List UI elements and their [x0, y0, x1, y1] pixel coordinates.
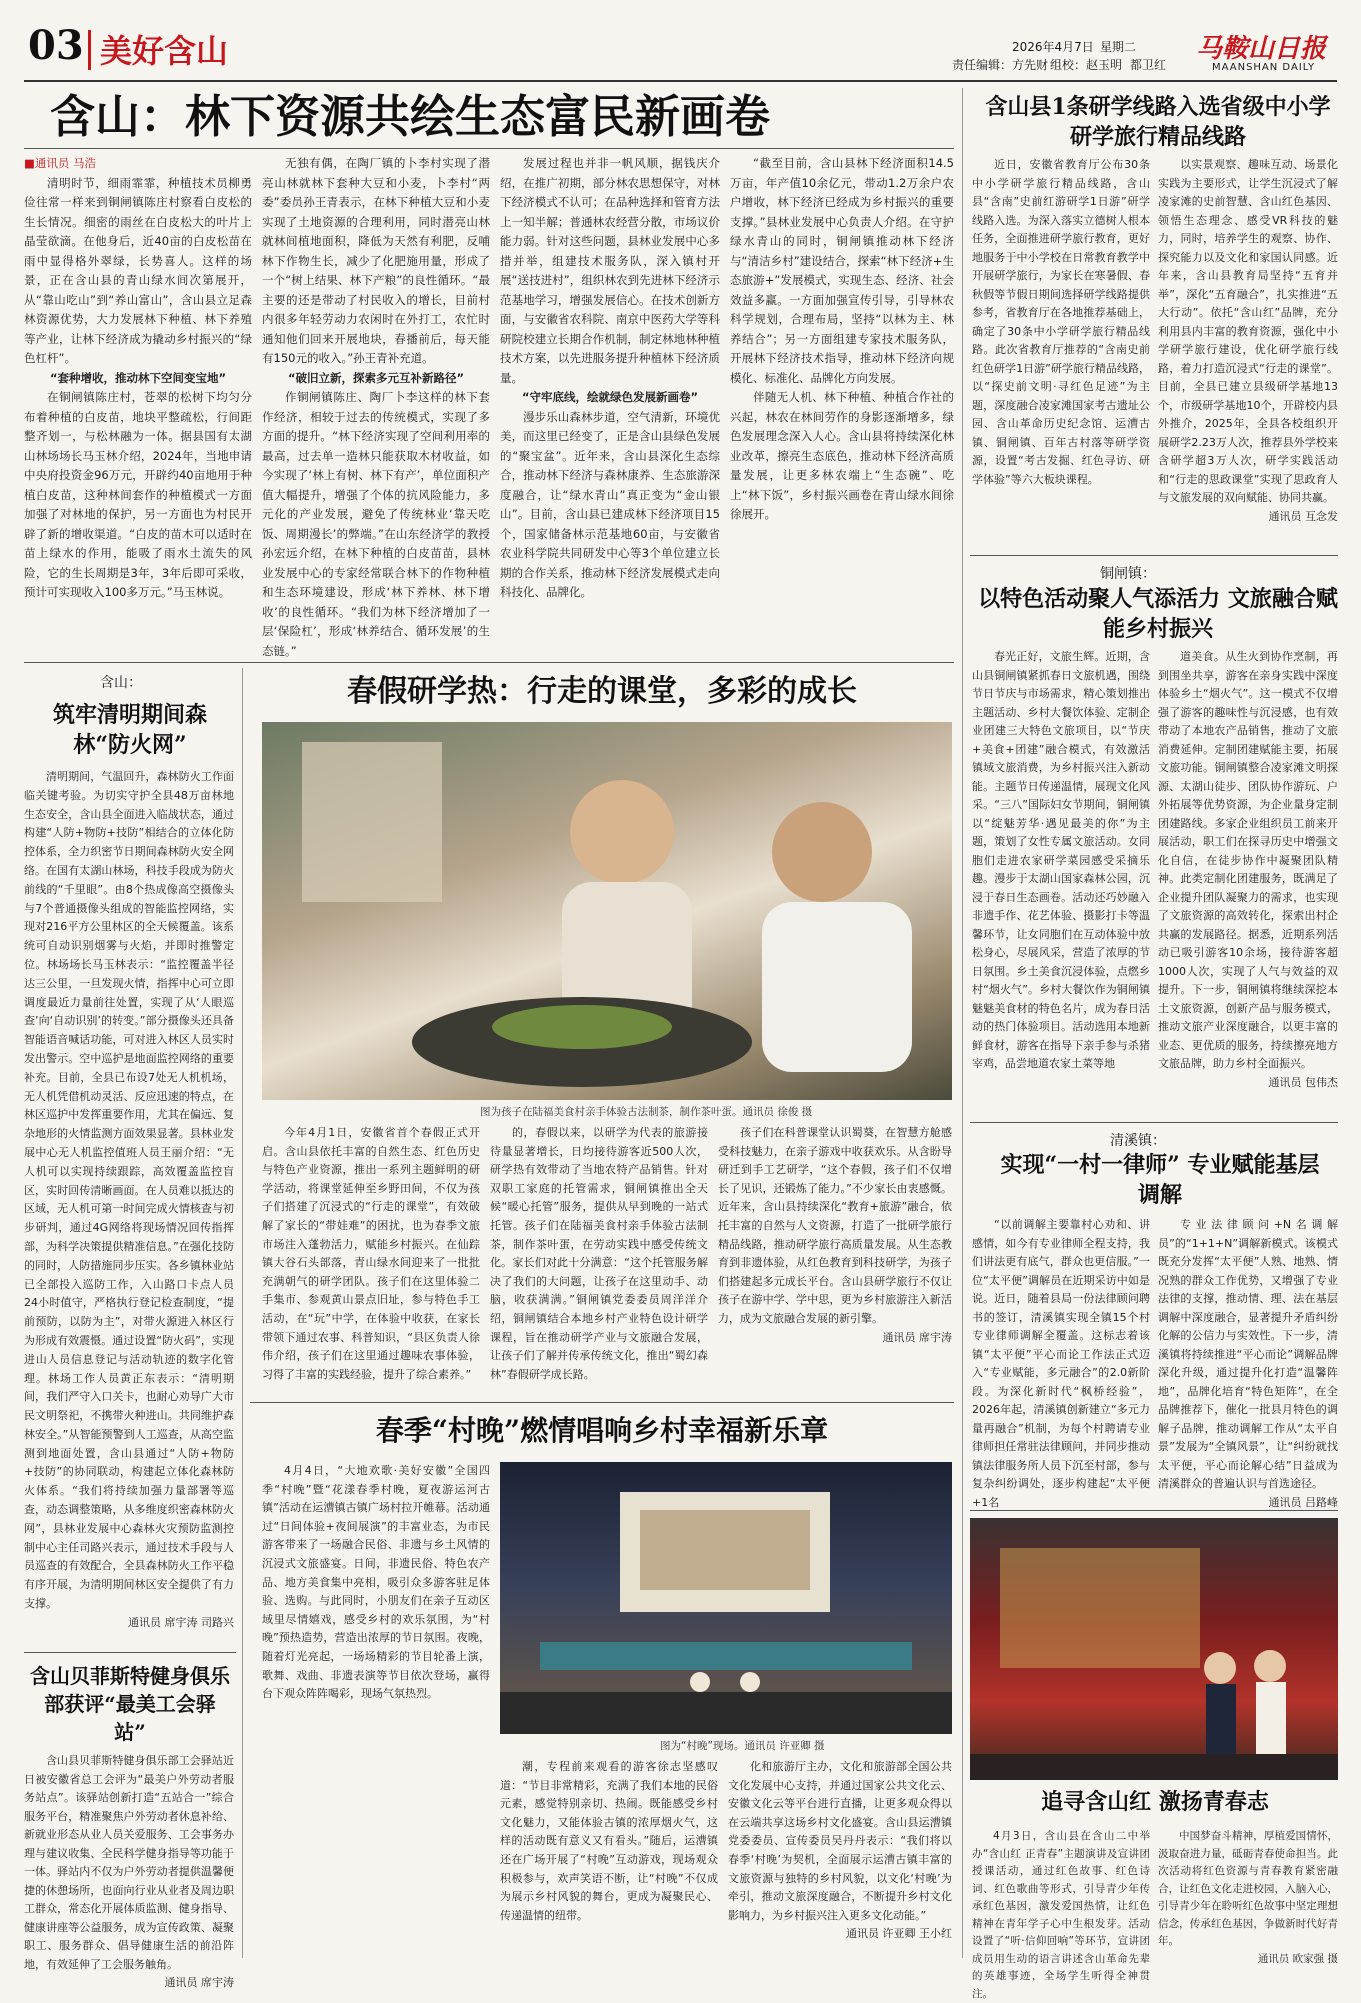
village-gala-paragraph: 化和旅游厅主办，文化和旅游部全国公共文化发展中心支持，并通过国家公共文化云、安徽文化云等平台进行直播，让更多观众得以在云端共享这场乡村文化盛宴。含山县运漕镇党委委员、宣传委员吴丹丹表示：“我们将以春季‘村晚’为契机，全面展示运漕古镇丰富的文旅资源与独特的乡村风貌，以文化‘村晚’为牵引，推动文旅深度融合，不断提升乡村文化影响力，为乡村振兴注入更多文化动能。”	[728, 1760, 952, 1922]
qingxi-column-2	[1158, 1216, 1338, 1509]
spring-study-paragraph: 今年4月1日，安徽省首个春假正式开启。含山县依托丰富的自然生态、红色历史与特色产业资源，推出一系列主题鲜明的研学活动，将课堂延伸至乡野田间，不仅为孩子们搭建了沉浸式的“行走的课堂”，有效破解了家长的“带娃难”的困扰，也为春季文旅市场注入蓬勃活力，赋能乡村振兴。在仙踪镇大谷石头部落，青山绿水间迎来了一批批充满朝气的研学团队。孩子们在这里体验二手集市、参观黄山景点旧址，参与特色手工活动，在“玩”中学，在体验中收获，在家长带领下通过农事、科普知识，“县区负责人徐伟介绍，孩子们在这里通过趣味农事体验，习得了丰富的实践经验，提升了综合素养。”	[262, 1126, 480, 1381]
tongzha-paragraph: 道美食。从生火到协作烹制，再到围坐共享，游客在亲身实践中深度体验乡土“烟火气”。这一模式不仅增强了游客的趣味性与沉浸感，也有效带动了本地农产品销售，推动了文旅消费延伸。定制团建赋能主要，拓展文旅功能。铜闸镇整合凌家滩文明探源、太湖山徒步、团队协作游玩、户外拓展等优势资源，为企业量身定制团建路线。多家企业组织员工前来开展活动，职工们在探寻历史中增强文化自信，在徒步协作中凝聚团队精神。此类定制化团建服务，既满足了企业提升团队凝聚力的需求，也实现了文旅资源的高效转化，探索出村企共赢的发展路径。据悉，近期系列活动已吸引游客10余场，接待游客超1000人次，实现了人气与效益的双提升。下一步，铜闸镇将继续深挖本土文旅资源，创新产品与服务模式，推动文旅产业深度融合，以更丰富的业态、更优质的服务，持续擦亮地方文旅品牌，助力乡村全面振兴。	[1158, 650, 1338, 1070]
spring-study-caption: 图为孩子在陆福美食村亲手体验古法制茶，制作茶叶蛋。通讯员 徐俊 摄	[480, 1106, 813, 1118]
spring-study-photo	[262, 722, 952, 1100]
spring-study-column-2	[490, 1124, 708, 1394]
qingxi-kicker: 清溪镇：	[1110, 1133, 1166, 1149]
tongzha-column-1	[972, 648, 1150, 1118]
qingxi-paragraph: 专业法律顾问+N名调解员”的“1+1+N”调解新模式。该模式既充分发挥“太平便”人熟、地熟、情况熟的群众工作优势，又增强了专业法律的支撑，推动情、理、法在基层调解中深度融合，显著提升矛盾纠纷化解的公信力与实效性。下一步，清溪镇将持续推进“平心而论”调解品牌深化升级，通过提升化打造“温馨阵地”，品牌化培育“特色矩阵”，在全品牌推荐下，催化一批县月特色的调解子品牌，推动调解工作从“太平自景”发展为“全镇风景”，让“纠纷就找太平便，平心而论解心结”日益成为清溪群众的普遍认识与首选途径。	[1158, 1218, 1338, 1490]
research-route-paragraph: 近日，安徽省教育厅公布30条中小学研学旅行精品线路，含山县“含南”史前红游研学1日游”研学线路入选。为深入落实立德树人根本任务，全面推进研学旅行教育，更好地服务于中小学校在日常教育教学中开展研学旅行，为家长在寒暑假、春秋假等节假日期间选择研学线路提供参考，省教育厅在各地推荐基础上，确定了30条中小学研学旅行精品线路。此次省教育厅推荐的“含南史前红色研学1日游”研学旅行精品线路，以“探史前文明·寻红色足迹”为主题，深度融合凌家滩国家考古遗址公园、含山革命历史纪念馆、运漕古镇、铜闸镇、百年古村落等研学资源，设置“考古发掘、红色寻访、研学体验”等六大板块课程。	[972, 158, 1150, 486]
section-rule	[970, 1122, 1338, 1123]
column-divider	[962, 88, 963, 1958]
lead-column-2	[262, 154, 490, 658]
spring-study-credit: 通讯员 席宇涛	[882, 1330, 952, 1344]
lead-subhead: “破旧立新，探索多元互补新路径”	[287, 370, 465, 385]
union-credit: 通讯员 席宇涛	[164, 1976, 234, 1989]
column-divider	[242, 668, 243, 1958]
red-youth-column-1	[972, 1828, 1150, 2000]
stage-illustration	[500, 1462, 952, 1734]
layout-credit: 组校：赵玉明	[1050, 58, 1123, 72]
village-gala-column-3	[728, 1758, 952, 1954]
fire-credit: 通讯员 席宇涛 司路兴	[128, 1615, 234, 1629]
page-number-divider	[88, 30, 91, 70]
red-youth-paragraph: 中国梦奋斗精神，厚植爱国情怀，汲取奋进力量，砥砺青春使命担当。此次活动将红色资源与青春教育紧密融合，让红色文化走进校园，入脑入心，引导青少年在聆听红色故事中坚定理想信念，传承红色基因，争做新时代好青年。	[1158, 1830, 1338, 1947]
red-youth-paragraph: 4月3日，含山县在含山二中举办“含山红 正青春”主题演讲及宣讲团授课活动，通过红色故事、红色诗词、红色歌曲等形式，引导青少年传承红色基因，激发爱国热情，让红色精神在青年学子心中生根发芽。活动设置了“听·信仰回响”等环节，宣讲团成员用生动的语言讲述含山革命先辈的英雄事迹，全场学生听得全神贯注。	[972, 1830, 1150, 2000]
tongzha-paragraph: 春光正好，文旅生辉。近期，含山县铜闸镇紧抓春日文旅机遇，围绕节日节庆与市场需求，精心策划推出主题活动、乡村大餐饮体验、定制企业团建三大特色文旅项目，以“节庆+美食+团建”融合模式，有效激活镇域文旅消费，为乡村振兴注入新动能。主题节日传递温情，展现文化风采。“三八”国际妇女节期间，铜闸镇以“绽魅芳华·遇见最美的你”为主题，策划了女性专属文旅活动。女同胞们走进农家研学菜园感受采摘乐趣。漫步于太湖山国家森林公园，沉浸于春日生态画卷。活动还巧妙融入非遗手作、花艺体验、摄影打卡等温馨环节，让女同胞们在互动体验中放松身心，尽展风采，营造了浓厚的节日氛围。乡土美食沉浸体验，点燃乡村“烟火气”。乡村大餐饮作为铜闸镇魅魅美食材的特色名片，成为春日活动的热门体验项目。活动选用本地新鲜食材，游客在指导下亲手参与杀猪宰鸡，品尝地道农家土菜等地	[972, 650, 1150, 1070]
issue-date: 2026年4月7日	[1012, 40, 1094, 54]
lead-paragraph: 无独有偶，在陶厂镇的卜李村实现了潜亮山林就林下套种大豆和小麦，卜李村“两委”委员孙王青表示，在林下种植大豆和小麦实现了土地资源的合理利用，同时潜亮山林就林间植地面积，降低为天然有利肥，反哺林下作物生长，减少了化肥施用量，形成了一个“树上结果、林下产粮”的良性循环。“最主要的还是带动了村民收入的增长，目前村内很多年轻劳动力农闲时在外打工，农忙时通知他们回来开展地块，春播前后，每天能有150元的收入。”孙王青补充道。	[262, 156, 490, 365]
proof-credit: 都卫红	[1130, 58, 1167, 72]
spring-study-column-3	[718, 1124, 952, 1394]
village-gala-column-2	[500, 1758, 718, 1954]
research-route-column-2	[1158, 156, 1338, 551]
lead-paragraph: 发展过程也并非一帆风顺，据钱庆介绍，在推广初期，部分林农思想保守，对林下经济模式不认可；在品种选择和管育方法上一知半解；普通林农经营分散，市场议价能力弱。针对这些问题，县林业发展中心多措并举，组建技术服务队，深入镇村开展“送技进村”，组织林农到先进林下经济示范基地学习，增强发展信心。在技术创新方面，与安徽省农科院、南京中医药大学等科研院校建立长期合作机制，制定林地林种植技术方案，以先进服务提升种植林下经济质量。	[500, 156, 720, 385]
village-gala-paragraph: 4月4日，“大地欢歌·美好安徽”全国四季“村晚”暨“花漾春季村晚，夏夜游运河古镇”活动在运漕镇古镇广场村拉开帷幕。活动通过“日间体验+夜间展演”的丰富业态，为市民游客带来了一场融合民俗、非遗与乡土风情的沉浸式文旅盛宴。日间，非遗民俗、特色农产品、地方美食集中亮相，吸引众多游客驻足体验、选购。与此同时，小朋友们在亲子互动区域里尽情嬉戏，感受乡村的欢乐氛围，为“村晚”预热造势，营造出浓厚的节日氛围。夜晚，随着灯光亮起，一场场精彩的节目轮番上演，歌舞、戏曲、非遗表演等节目依次登场，赢得台下观众阵阵喝彩，现场气氛热烈。	[262, 1464, 490, 1701]
lead-paragraph: 在铜闸镇陈庄村，苍翠的松树下均匀分布着种植的白皮苗，地块平整疏松，行间距整齐划一，与松林融为一体。据县国有太湖山林场场长马玉林介绍，2024年，当地申请中央府投资金96万元，开辟约40亩地用于种植白皮苗，这种林间套作的种植模式一方面加强了对林地的保护，另一方面也为村民开辟了新的增收渠道。“白皮的苗木可以适时在苗上绿水的作用，能吸了雨水土流失的风险，它的生长周期是3年，3年后即可采收，预计可实现收入100多万元。”马玉林说。	[24, 390, 252, 599]
fire-headline: 筑牢清明期间森林“防火网”	[52, 702, 207, 758]
tongzha-column-2	[1158, 648, 1338, 1118]
lead-paragraph: 清明时节，细雨霏霏，种植技术员柳勇俭往常一样来到铜闸镇陈庄村察看白皮松的生长情况。细密的雨丝在白皮松大的叶片上晶莹欲滴。在他身后，近40亩的白皮松苗在雨中显得格外翠绿，长势喜人。这样的场景，正在含山县的青山绿水间次第展开，从“靠山吃山”到“养山富山”，含山县立足森林资源优势，大力发展林下种植、林下养殖等产业，让林下经济成为撬动乡村振兴的“绿色杠杆”。	[24, 175, 252, 365]
section-rule	[24, 1652, 236, 1653]
spring-study-paragraph: 孩子们在科普课堂认识蜀葵，在智慧方舱感受科技魅力，在亲子游戏中收获欢乐。从含盼导研迁到手工艺研学，“这个春假，孩子们不仅增长了见识，还锻炼了能力。”不少家长由衷感慨。近年来，含山县持续深化“教育+旅游”融合，依托丰富的自然与人文资源，打造了一批研学旅行精品线路，推动研学旅行高质量发展。从生态教育到非遗体验，从红色教育到科技研学，为孩子们搭建起多元成长平台。含山县研学旅行不仅让孩子在游中学、学中思，更为乡村旅游注入新活力，成为文旅融合发展的新引擎。	[718, 1126, 952, 1325]
village-gala-headline: 春季“村晚”燃情唱响乡村幸福新乐章	[375, 1414, 829, 1447]
fire-kicker: 含山：	[100, 675, 142, 691]
editor-credit: 责任编辑：方先财	[952, 58, 1049, 72]
lead-column-1	[24, 154, 252, 654]
village-gala-credit: 通讯员 许亚卿 王小红	[846, 1927, 952, 1941]
tongzha-credit: 通讯员 包伟杰	[1268, 1075, 1338, 1089]
lead-subhead: “套种增收，推动林下空间变宝地”	[49, 370, 227, 385]
lead-subhead: “守牢底线，绘就绿色发展新画卷”	[521, 390, 699, 404]
spring-study-column-1	[262, 1124, 480, 1394]
tongzha-kicker: 铜闸镇：	[1100, 566, 1156, 582]
village-gala-column-1	[262, 1462, 490, 1954]
red-youth-column-2	[1158, 1828, 1338, 1965]
lead-paragraph: 作铜闸镇陈庄、陶厂卜李这样的林下套作经济，相较于过去的传统模式，实现了多方面的提升。“林下经济实现了空间利用率的最高，过去单一造林只能获取木材收益，如今实现了‘林上有树、林下有产’，单位面积产值大幅提升，增强了个体的抗风险能力，多元化的产业发展，避免了传统林业‘靠天吃饭、周期漫长’的弊端。”在山东经济学的教授孙宏远介绍，在林下种植的白皮苗苗，县林业发展中心的专家经常联合林下的作物种植和生态环境建设，形成‘林下养林、林下增收’的良性循环。“我们为林下经济增加了一层‘保险杠’，形成‘林养结合、循环发展’的生态链。”	[262, 390, 490, 658]
weekday: 星期二	[1100, 40, 1137, 54]
qingxi-headline: 实现“一村一律师” 专业赋能基层调解	[1000, 1152, 1320, 1208]
red-youth-photo	[970, 1518, 1338, 1780]
section-rule	[970, 555, 1338, 556]
lead-headline-rule	[24, 148, 954, 149]
research-route-column-1	[972, 156, 1150, 551]
research-route-credit: 通讯员 互念发	[1268, 509, 1338, 523]
lead-column-4	[730, 154, 954, 654]
lead-paragraph: 漫步乐山森林步道，空气清新，环境优美，而这里已经变了，正是含山县绿色发展的“聚宝盆”。近年来，含山县深化生态综合，推动林下经济与森林康养、生态旅游深度融合，让“绿水青山”真正变为“金山银山”。目前，含山县已建成林下经济项目15个，国家储备林示范基地60亩，与安徽省农业科学院共同研发中心等3个单位建立长期的合作关系，推动林下经济发展模式走向科技化、品牌化。	[500, 409, 720, 599]
paper-logo-en: MAANSHAN DAILY	[1212, 62, 1316, 73]
spring-study-headline: 春假研学热：行走的课堂，多彩的成长	[347, 674, 857, 709]
lead-byline: ■通讯员 马浩	[24, 156, 97, 170]
photo-illustration	[262, 722, 952, 1100]
research-route-headline: 含山县1条研学线路入选省级中小学研学旅行精品线路	[985, 94, 1331, 150]
union-column	[24, 1752, 234, 1989]
qingxi-paragraph: “以前调解主要靠村心劝和、讲感情，如今有专业律师全程支持，我们讲法更有底气，群众也更信服。”一位“太平便”调解员在近期采访中如是说。近日，随着县局一份法律顾问聘书的签订，清溪镇实现全镇15个村专业律师调解全覆盖。这标志着该镇“太平便”平心而论工作法正式迈入“专业赋能，多元融合”的2.0新阶段。为深化新时代“枫桥经验”，2026年起，清溪镇创新建立“多元力量再融合”机制，为每个村聘请专业律师担任常驻法律顾问，并同步推动镇法律服务所人员下沉至村部，参与复杂纠纷调处，逐步构建起“太平便+1名	[972, 1218, 1150, 1509]
section-rule	[24, 662, 954, 663]
red-youth-credit: 通讯员 欧家强 摄	[1257, 1952, 1338, 1965]
page-number: 03	[28, 22, 84, 69]
spring-study-paragraph: 的，春假以来，以研学为代表的旅游接待量显著增长，日均接待游客近500人次，研学热有效带动了当地农特产品销售。针对双职工家庭的托管需求，铜闸镇推出全天候“暖心托管”服务，提供从早到晚的一站式托管。孩子们在陆福美食村亲手体验古法制茶，制作茶叶蛋，在劳动实践中感受传统文化。家长们对此十分满意：“这个托管服务解决了我们的大问题，让孩子在这里动手、动脑，收获满满。”铜闸镇党委委员周洋洋介绍，铜闸镇结合本地乡村产业特色设计研学课程，旨在推动研学产业与文旅融合发展，让孩子们了解并传承传统文化，推出“蜀幻森林”春假研学成长路。	[490, 1126, 708, 1381]
section-rule	[970, 1510, 1338, 1511]
union-headline: 含山贝菲斯特健身俱乐部获评“最美工会驿站”	[30, 1664, 230, 1744]
fire-paragraph: 清明期间，气温回升，森林防火工作面临关键考验。为切实守护全县48万亩林地生态安全，含山县全面进入临战状态，通过构建“人防+物防+技防”相结合的立体化防控体系，全力织密节日期间森林防火安全网络。在国有太湖山林场，科技手段成为防火前线的“千里眼”。由8个热成像高空摄像头与7个普通摄像头组成的智能监控网络，实现对216平方公里林区的全天候覆盖。该系统可自动识别烟雾与火焰，并即时推警定位。林场场长马玉林表示：“监控覆盖半径达三公里，一旦发现火情，指挥中心可立即调度最近力量前往处置，实现了从‘人眼巡查’向‘自动识别’的转变。”部分摄像头还具备智能语音喊话功能，可对进入林区人员实时发出警示。空中巡护是地面监控网络的重要补充。目前，全县已布设7处无人机机场，无人机凭借机动灵活、反应迅速的特点，在林区巡护中发挥重要作用，尤其在偏远、复杂地形的火情监测方面效果显著。县林业发展中心无人机监控值班人员王丽介绍：“无人机可以实现持续跟踪，高效覆盖监控盲区，实时回传清晰画面。在人员难以抵达的区域，无人机可第一时间完成火情核查与初步研判，通过4G网络将现场情况回传指挥部，为科学决策提供精准信息。”在强化技防的同时，人防措施同步压实。各乡镇林业站已全部投入巡防工作，入山路口卡点人员24小时值守，严格执行登记检查制度，“提前预防，以防为主”，对带火源进入林区行为形成有效震慑。通过设置“防火码”，实现进山人员信息登记与活动轨迹的数字化管理。林场工作人员黄正东表示：“清明期间，我们严守入口关卡，也耐心劝导广大市民文明祭祀，不携带火种进山。共同维护森林安全。”从智能预警到人工巡查，从高空监测到地面处置，含山县通过“人防+物防+技防”的协同联动，构建起立体化森林防火体系。“我们将持续加强力量部署等巡查，动态调整策略，从多维度织密森林防火网”，县林业发展中心森林火灾预防监测控制中心主任司路兴表示，通过技术手段与人员巡查的有效配合，全县森林防火工作平稳有序开展，为清明期间林区安全提供了有力支撑。	[24, 770, 234, 1611]
masthead-rule	[24, 80, 1337, 82]
village-gala-photo	[500, 1462, 952, 1734]
qingxi-credit: 通讯员 吕路峰	[1268, 1495, 1338, 1509]
masthead	[0, 0, 1361, 80]
lead-paragraph: “截至目前，含山县林下经济面积14.5万亩，年产值10余亿元，带动1.2万余户农户增收，林下经济已经成为乡村振兴的重要支撑。”县林业发展中心负责人介绍。在守护绿水青山的同时，铜闸镇推动林下经济与“清洁乡村”建设结合，探索“林下经济+生态旅游+”发展模式，实现生态、经济、社会效益多赢。一方面加强宣传引导，引导林农科学规划，合理布局，坚持“以林为主、林养结合”；另一方面组建专家技术服务队，开展林下经济技术指导，推动林下经济向规模化、标准化、品牌化方向发展。	[730, 156, 954, 385]
lead-headline: 含山：林下资源共绘生态富民新画卷	[50, 90, 771, 143]
qingxi-column-1	[972, 1216, 1150, 1509]
village-gala-caption: 图为“村晚”现场。通讯员 许亚卿 摄	[660, 1740, 825, 1752]
fire-column	[24, 768, 234, 1648]
lead-column-3	[500, 154, 720, 654]
section-rule	[250, 1402, 954, 1403]
research-route-paragraph: 以实景观察、趣味互动、场景化实践为主要形式，让学生沉浸式了解凌家滩的史前智慧、含山红色基因、领悟生态理念、感受VR科技的魅力，同时，培养学生的观察、协作、探究能力以及文化和家国认同感。近年来，含山县教育局坚持“五育并举”，深化“五育融合”，扎实推进“五大行动”。依托“含山红”品牌，充分利用县内丰富的教育资源，强化中小学研学旅行建设，优化研学旅行线路，着力打造沉浸式“行走的课堂”。目前，全县已建立县级研学基地13个，市级研学基地10个，开辟校内县外推介，2025年，全县各校组织开展研学2.23万人次，推荐县外学校来含研学超3万人次，研学实践活动和“行走的思政课堂”实现了思政育人与文旅发展的双向赋能、协同共赢。	[1158, 158, 1338, 504]
lead-paragraph: 伴随无人机、林下种植、种植合作社的兴起，林农在林间劳作的身影逐渐增多，绿色发展理念深入人心。含山县将持续深化林业改革，擦亮生态底色，推动林下经济高质量发展，让更多林农端上“生态碗”、吃上“林下饭”，乡村振兴画卷在青山绿水间徐徐展开。	[730, 390, 954, 521]
section-name: 美好含山	[100, 32, 229, 70]
tongzha-headline: 以特色活动聚人气添活力 文旅融合赋能乡村振兴	[978, 586, 1338, 642]
union-paragraph: 含山县贝菲斯特健身俱乐部工会驿站近日被安徽省总工会评为“最美户外劳动者服务站点”。该驿站创新打造“五站合一”综合服务平台，精准聚焦户外劳动者休息补给、新就业形态从业人员关爱服务、工会事务办理与建议收集、全民科学健身指导等功能于一体。驿站内不仅为户外劳动者提供温馨便捷的休憩场所，也面向行业从业者及周边职工群众，常态化开展体质监测、健身指导、健康讲座等公益服务，成为宣传政策、凝聚职工、服务群众、倡导健康生活的前沿阵地，有效延伸了工会服务触角。	[24, 1754, 234, 1971]
podium-illustration	[970, 1518, 1338, 1780]
red-youth-headline: 追寻含山红 激扬青春志	[1041, 1789, 1269, 1815]
paper-logo: 马鞍山日报	[1196, 34, 1327, 64]
village-gala-paragraph: 潮，专程前来观看的游客徐志坚感叹道：“节目非常精彩，充满了我们本地的民俗元素，感觉特别亲切、热闹。既能感受乡村文化魅力，又能体验古镇的浓厚烟火气，这样的活动既有意义又有看头。”随后，运漕镇还在广场开展了“村晚”互动游戏，现场观众积极参与，欢声笑语不断，让“村晚”不仅成为展示乡村风貌的舞台，更成为凝聚民心、传递温情的纽带。	[500, 1760, 718, 1922]
